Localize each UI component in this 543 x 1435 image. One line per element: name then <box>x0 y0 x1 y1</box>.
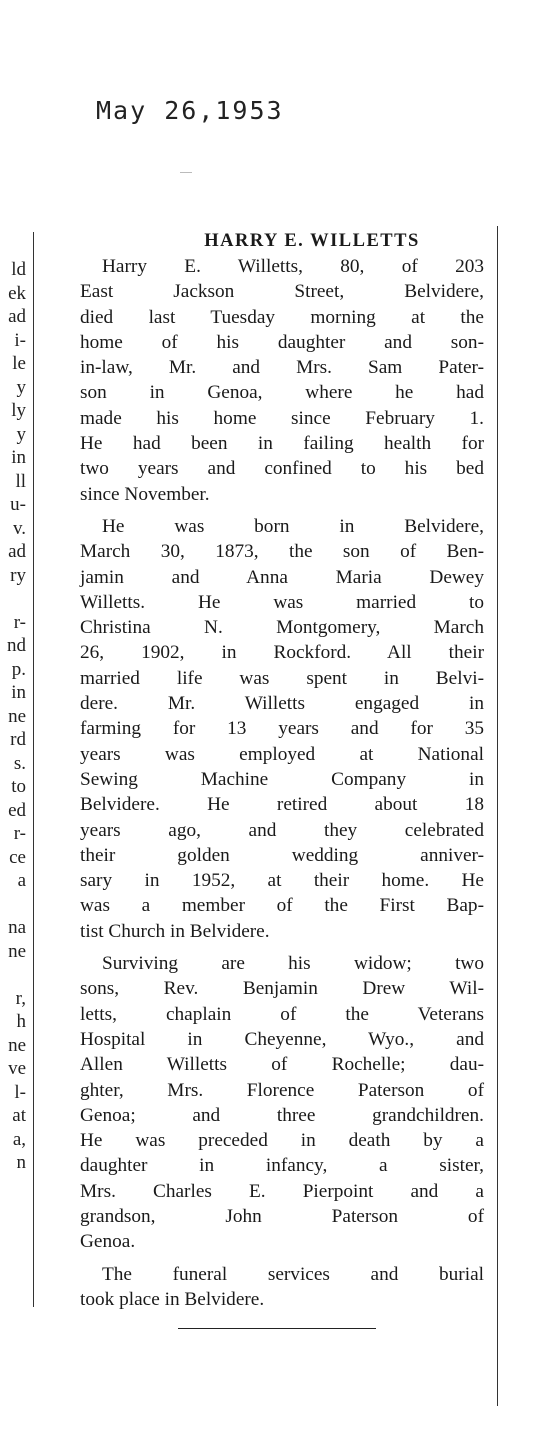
left-column-rule <box>33 232 34 1307</box>
column-fragment: in <box>11 447 26 468</box>
article-line: farming for 13 years and for 35 <box>80 718 484 740</box>
article-line: He was preceded in death by a <box>80 1130 484 1152</box>
column-fragment: ll <box>15 470 26 492</box>
article-line: Mrs. Charles E. Pierpoint and a <box>80 1180 484 1202</box>
article-end-rule <box>178 1328 376 1329</box>
article-line: ghter, Mrs. Florence Paterson of <box>80 1079 484 1101</box>
publication-date: May 26,1953 <box>96 96 284 125</box>
article-line: in-law, Mr. and Mrs. Sam Pater- <box>80 357 484 379</box>
column-fragment: r- <box>13 611 26 633</box>
column-fragment: h <box>16 1011 26 1032</box>
article-line: East Jackson Street, Belvidere, <box>80 281 484 303</box>
column-fragment: ad <box>8 306 26 327</box>
article-line: dere. Mr. Willetts engaged in <box>80 693 484 715</box>
article-line: Hospital in Cheyenne, Wyo., and <box>80 1028 484 1050</box>
article-line: two years and confined to his bed <box>80 458 484 480</box>
column-fragment: ek <box>8 282 26 304</box>
column-fragment: l- <box>14 1081 26 1103</box>
article-line: sary in 1952, at their home. He <box>80 870 484 892</box>
article-line: tist Church in Belvidere. <box>80 920 270 942</box>
column-fragment: i- <box>14 329 26 351</box>
article-line: son in Genoa, where he had <box>80 382 484 404</box>
column-fragment: ne <box>8 705 26 727</box>
article-line: grandson, John Paterson of <box>80 1205 484 1227</box>
column-fragment: y <box>16 423 26 445</box>
article-line: Willetts. He was married to <box>80 591 484 613</box>
column-fragment: at <box>12 1105 26 1126</box>
column-fragment: a, <box>12 1128 26 1150</box>
article-line: took place in Belvidere. <box>80 1288 265 1310</box>
column-fragment: u- <box>10 494 26 515</box>
article-line: was a member of the First Bap- <box>80 895 484 917</box>
article-line: Genoa. <box>80 1231 136 1253</box>
article-body <box>80 254 484 1312</box>
column-fragment <box>0 587 28 611</box>
article-line: The funeral services and burial <box>102 1263 484 1285</box>
article-paragraph <box>80 1262 484 1313</box>
header-dash <box>180 172 192 173</box>
article-line: years ago, and they celebrated <box>80 819 484 841</box>
column-fragment: a <box>17 870 26 891</box>
article-line: Harry E. Willetts, 80, of 203 <box>102 256 484 277</box>
column-fragment: ve <box>8 1058 26 1079</box>
article-line: Belvidere. He retired about 18 <box>80 794 484 816</box>
adjacent-column-fragments <box>0 258 28 1175</box>
article-line: married life was spent in Belvi- <box>80 667 484 689</box>
article-line: Genoa; and three grandchildren. <box>80 1104 484 1126</box>
article-line: Christina N. Montgomery, March <box>80 617 484 639</box>
column-fragment: le <box>12 353 26 374</box>
article-line: 26, 1902, in Rockford. All their <box>80 642 484 664</box>
column-fragment <box>0 963 28 987</box>
right-column-rule <box>497 226 498 1406</box>
article-line: He had been in failing health for <box>80 433 484 455</box>
article-line: years was employed at National <box>80 743 484 765</box>
article-line: died last Tuesday morning at the <box>80 306 484 328</box>
article-paragraph <box>80 514 484 944</box>
column-fragment: ed <box>8 799 26 821</box>
article-paragraph <box>80 254 484 507</box>
column-fragment: v. <box>12 517 26 539</box>
column-fragment: p. <box>11 658 26 680</box>
column-fragment: r- <box>13 823 26 844</box>
column-fragment: ne <box>8 940 26 962</box>
article-line: March 30, 1873, the son of Ben- <box>80 541 484 563</box>
column-fragment: in <box>11 682 26 703</box>
column-fragment: y <box>16 376 26 398</box>
column-fragment <box>0 893 28 917</box>
article-line: daughter in infancy, a sister, <box>80 1155 484 1177</box>
article-line: since November. <box>80 483 210 505</box>
column-fragment: ce <box>9 846 26 868</box>
column-fragment: ry <box>10 564 26 586</box>
column-fragment: na <box>8 917 26 938</box>
article-paragraph <box>80 951 484 1255</box>
article-line: made his home since February 1. <box>80 407 484 429</box>
article-line: Sewing Machine Company in <box>80 768 484 790</box>
column-fragment: r, <box>15 987 26 1009</box>
column-fragment: ne <box>8 1034 26 1056</box>
article-line: He was born in Belvidere, <box>102 515 484 537</box>
column-fragment: ad <box>8 541 26 562</box>
article-line: their golden wedding anniver- <box>80 844 484 866</box>
column-fragment: rd <box>10 729 26 750</box>
article-line: Allen Willetts of Rochelle; dau- <box>80 1054 484 1076</box>
article-line: home of his daughter and son- <box>80 331 484 353</box>
column-fragment: ly <box>11 400 26 421</box>
column-fragment: to <box>11 776 26 797</box>
obituary-article <box>80 228 484 1319</box>
article-line: sons, Rev. Benjamin Drew Wil- <box>80 978 484 1000</box>
column-fragment: ld <box>11 259 26 280</box>
article-line: Surviving are his widow; two <box>102 953 484 975</box>
article-headline: HARRY E. WILLETTS <box>204 231 420 251</box>
column-fragment: nd <box>7 635 26 656</box>
article-line: jamin and Anna Maria Dewey <box>80 566 484 588</box>
column-fragment: n <box>16 1152 26 1173</box>
column-fragment: s. <box>13 752 26 774</box>
article-line: letts, chaplain of the Veterans <box>80 1003 484 1025</box>
